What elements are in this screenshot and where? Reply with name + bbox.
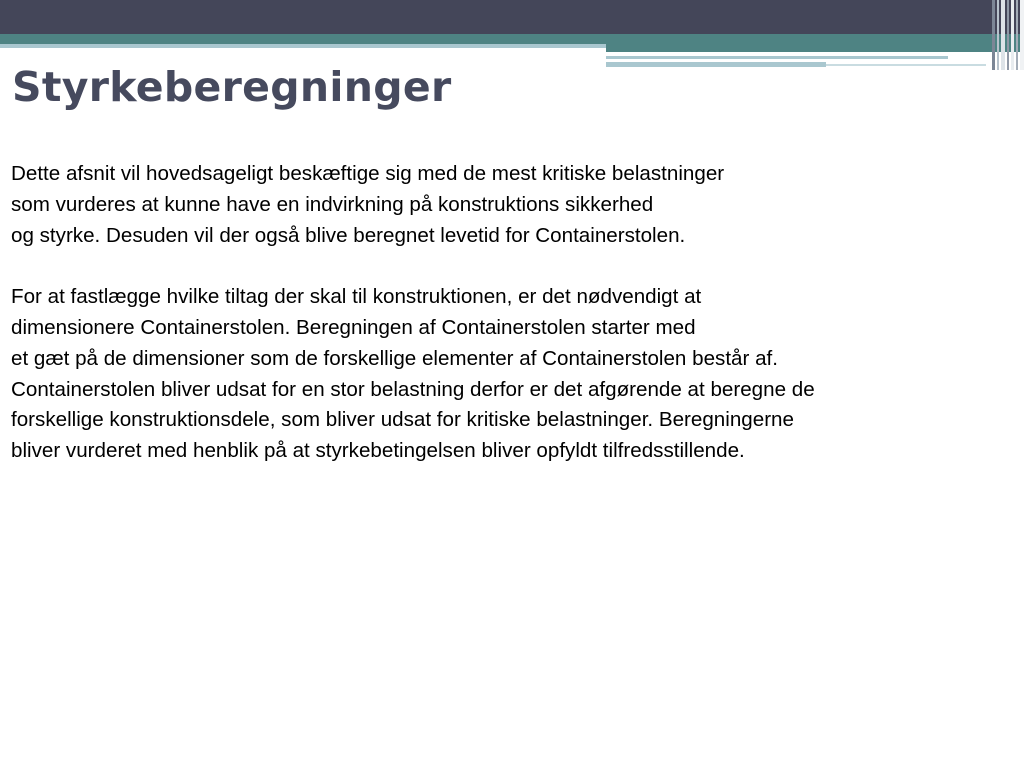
text-line: bliver vurderet med henblik på at styrkebetingelsen bliver opfyldt tilfredsstillende. (11, 439, 745, 463)
text-line: Dette afsnit vil hovedsageligt beskæftige sig med de mest kritiske belastninger (11, 162, 725, 185)
slide-title: Styrkeberegninger (12, 63, 452, 111)
header-band-teal-right (606, 44, 1024, 52)
paragraph-spacer (11, 251, 1021, 282)
text-line: som vurderes at kunne have en indvirkning på konstruktions sikkerhed (11, 192, 654, 216)
text-line: forskellige konstruktionsdele, som bliver udsat for kritiske belastninger. Beregningerne (11, 408, 794, 432)
paragraph (11, 159, 1021, 251)
header-band-teal (0, 34, 1024, 44)
text-line: og styrke. Desuden vil der også blive beregnet levetid for Containerstolen. (11, 223, 686, 247)
text-line: For at fastlægge hvilke tiltag der skal til konstruktionen, er det nødvendigt at (11, 285, 702, 309)
header-accent-line (826, 64, 986, 66)
header-band-dark (0, 0, 1024, 34)
text-line: dimensionere Containerstolen. Beregningen af Containerstolen starter med (11, 315, 696, 339)
slide-body (11, 159, 1021, 467)
header-band-light (0, 44, 606, 48)
header-accent-line (606, 56, 948, 59)
header-accent-line (606, 62, 826, 67)
text-line: et gæt på de dimensioner som de forskellige elementer af Containerstolen består af. (11, 346, 778, 370)
text-line: Containerstolen bliver udsat for en stor belastning derfor er det afgørende at beregne de (11, 377, 815, 401)
paragraph (11, 282, 1021, 467)
header-vertical-stripes (992, 0, 1024, 70)
